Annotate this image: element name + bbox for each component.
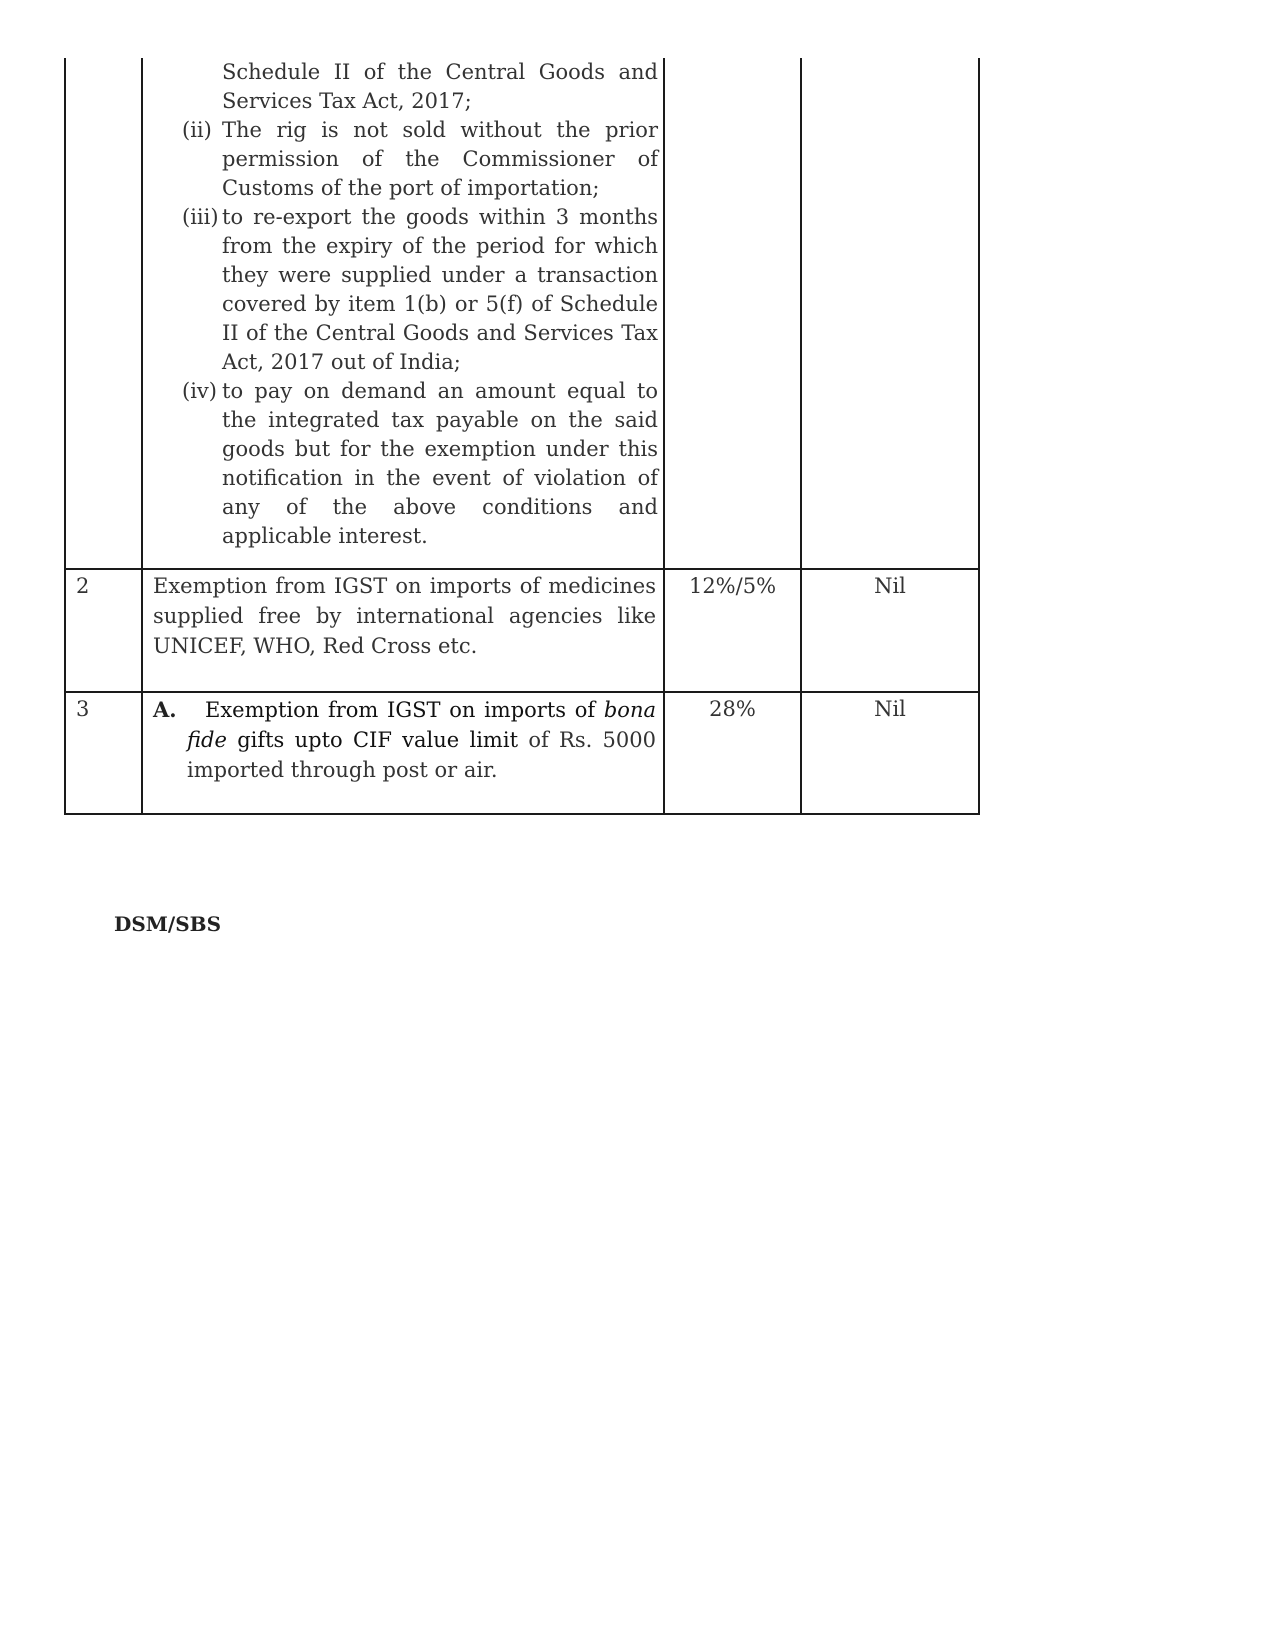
row-3-description-part1: Exemption from IGST on imports of xyxy=(205,698,596,722)
condition-ii xyxy=(170,116,658,203)
table-border-right xyxy=(978,58,980,815)
row-2-rate-before: 12%/5% xyxy=(688,574,777,598)
reference-code: DSM/SBS xyxy=(114,912,222,936)
row-3-description xyxy=(153,695,656,785)
row-2-description: Exemption from IGST on imports of medicines supplied free by international agencies like UNICEF, WHO, Red Cross etc. xyxy=(153,574,656,658)
row-2-rate-after: Nil xyxy=(874,574,906,598)
condition-number: (iii) xyxy=(182,205,219,229)
table-border-left xyxy=(64,58,66,815)
table-row-separator-2 xyxy=(64,691,980,693)
continued-conditions xyxy=(170,58,658,551)
condition-number: (iv) xyxy=(182,379,217,403)
condition-iv xyxy=(170,377,658,551)
row-3-description-body xyxy=(153,695,656,785)
row-3-description-italic: bona fide xyxy=(187,698,656,752)
table-border-bottom xyxy=(64,813,980,815)
row-3-item-label: A. xyxy=(153,697,177,722)
condition-text: to pay on demand an amount equal to the integrated tax payable on the said goods but for the exemption under this notification in the event of violation of any of the above conditions and applicable interest. xyxy=(222,379,658,548)
row-3-description-part3: of Rs. 5000 imported through post or air. xyxy=(187,728,657,782)
condition-text: The rig is not sold without the prior permission of the Commissioner of Customs of the port of importation; xyxy=(222,118,658,200)
condition-number: (ii) xyxy=(182,118,212,142)
row-3-rate-after: Nil xyxy=(874,697,906,721)
row-2-serial-number: 2 xyxy=(76,574,90,598)
table-row-separator-1 xyxy=(64,568,980,570)
continued-lead-text: Schedule II of the Central Goods and Services Tax Act, 2017; xyxy=(222,60,658,113)
condition-text: to re-export the goods within 3 months from the expiry of the period for which they were supplied under a transaction covered by item 1(b) or 5(f) of Schedule II of the Central Goods and Services Tax Act, 2017 out of India; xyxy=(222,205,658,374)
condition-iii xyxy=(170,203,658,377)
row-3-serial-number: 3 xyxy=(76,697,90,721)
row-3-description-part2: gifts upto CIF value limit xyxy=(237,728,519,752)
row-3-rate-before: 28% xyxy=(709,697,756,721)
table-divider-sno xyxy=(141,58,143,815)
